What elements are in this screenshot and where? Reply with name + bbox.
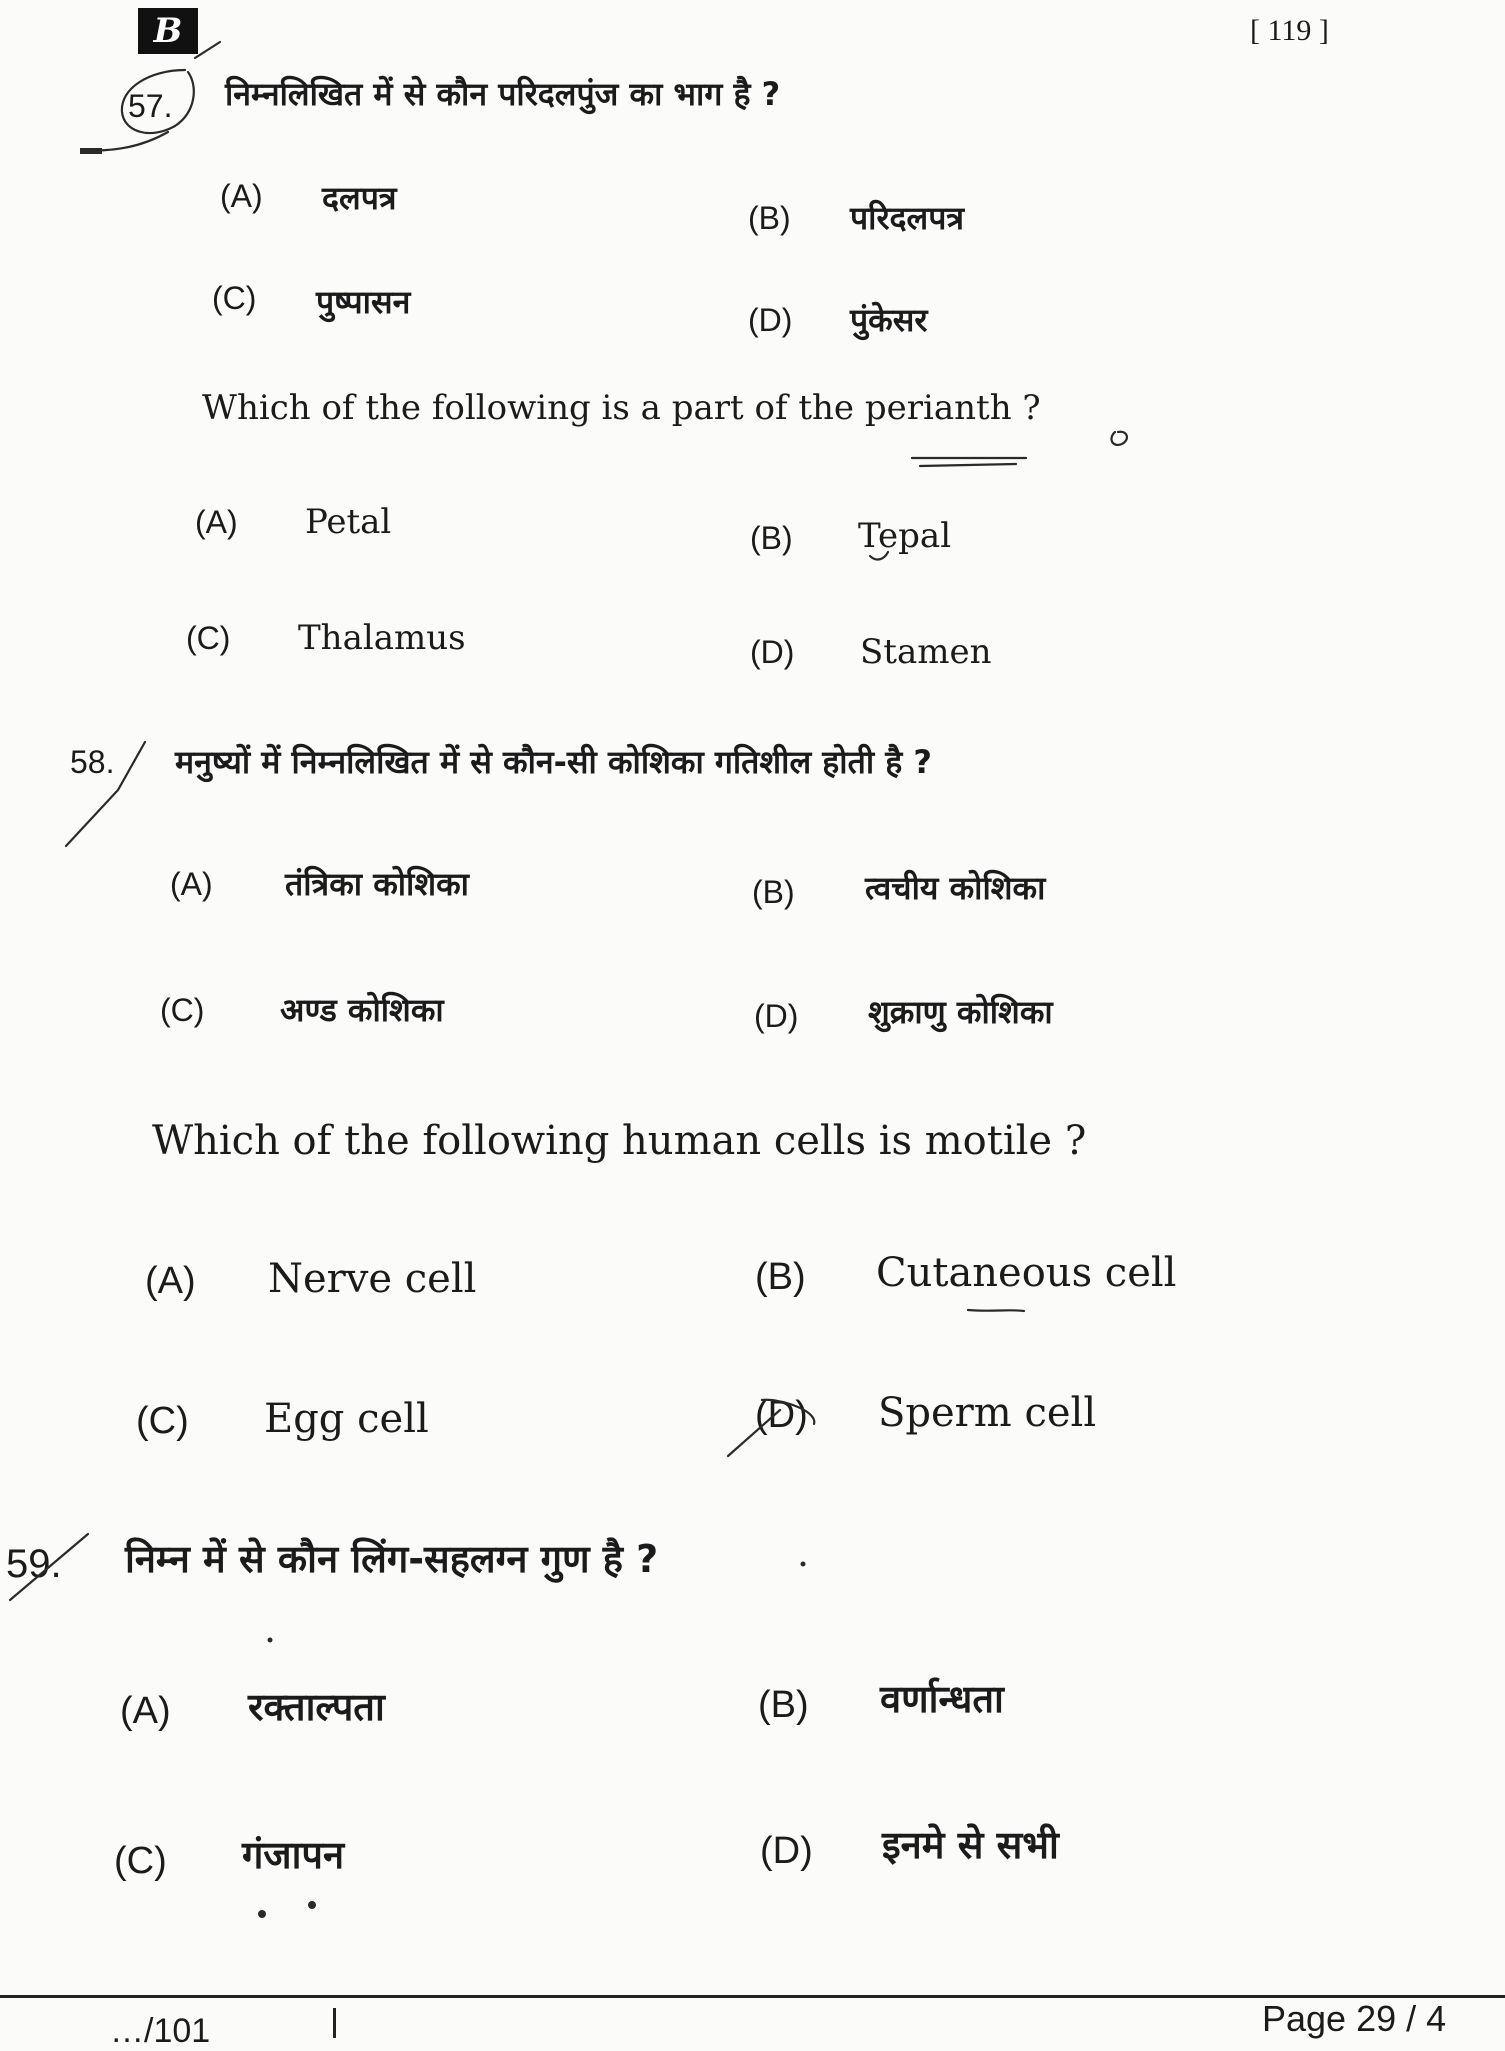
question-number: 59.: [6, 1542, 62, 1586]
pen-dot: [308, 1901, 316, 1909]
option-label: (D): [748, 302, 793, 338]
pen-dot: [801, 1562, 806, 1567]
option-text-hindi: पुष्पासन: [316, 283, 411, 321]
set-badge: B: [138, 8, 198, 54]
slash-mark-59: [10, 1534, 88, 1600]
option-text-english: Nerve cell: [268, 1256, 477, 1302]
circle-mark-57: [122, 70, 194, 133]
underline-cutaneous: [968, 1310, 1024, 1311]
option-label: (B): [758, 1684, 809, 1726]
option-text-hindi: अण्ड कोशिका: [280, 991, 444, 1029]
page-code: [ 119 ]: [1250, 14, 1329, 47]
option-label: (D): [755, 1394, 808, 1436]
tail-mark-57: [82, 132, 168, 150]
option-label: (C): [136, 1400, 189, 1442]
page-number: Page 29 / 4: [1262, 1998, 1447, 2039]
option-label: (D): [750, 634, 795, 670]
underline-perianth: [912, 458, 1026, 466]
option-text-english: Cutaneous cell: [876, 1250, 1177, 1296]
question-text-english: Which of the following is a part of the perianth ?: [202, 388, 1041, 428]
option-label: (A): [220, 178, 263, 214]
option-text-english: Sperm cell: [878, 1390, 1097, 1436]
question-number: 57.: [128, 88, 173, 124]
option-text-hindi: परिदलपत्र: [850, 199, 965, 237]
option-label: (A): [145, 1260, 196, 1302]
option-label: (A): [170, 866, 213, 902]
option-label: (D): [754, 998, 799, 1034]
option-label: (D): [760, 1830, 813, 1872]
option-text-hindi: रक्ताल्पता: [248, 1685, 385, 1729]
option-text-hindi: गंजापन: [242, 1833, 345, 1877]
option-text-hindi: वर्णान्धता: [880, 1677, 1004, 1721]
option-text-hindi: शुक्राणु कोशिका: [868, 993, 1053, 1031]
option-text-english: Stamen: [860, 632, 992, 672]
option-text-hindi: त्वचीय कोशिका: [865, 869, 1046, 907]
slash-mark-58: [66, 742, 145, 846]
option-label: (C): [212, 280, 257, 316]
question-number: 58.: [70, 744, 115, 780]
option-text-hindi: तंत्रिका कोशिका: [285, 865, 469, 903]
question-text-hindi: मनुष्यों में निम्नलिखित में से कौन-सी कोशिका गतिशील होती है ?: [175, 743, 932, 781]
option-text-english: Egg cell: [264, 1396, 429, 1442]
option-label: (B): [755, 1256, 806, 1298]
option-text-english: Tepal: [858, 516, 952, 556]
option-label: (B): [752, 874, 795, 910]
option-text-english: Petal: [305, 502, 392, 542]
option-label: (B): [750, 520, 793, 556]
option-text-hindi: पुंकेसर: [850, 301, 928, 339]
option-label: (C): [186, 620, 231, 656]
tick-mark-tepal: [870, 552, 888, 559]
option-text-hindi: इनमे से सभी: [882, 1823, 1059, 1867]
footer-code: …/101: [110, 2012, 211, 2050]
option-label: (C): [114, 1840, 167, 1882]
pen-dot: [258, 1910, 266, 1918]
slash-mark-57: [195, 42, 220, 58]
option-text-hindi: दलपत्र: [322, 179, 397, 217]
option-label: (B): [748, 200, 791, 236]
option-text-english: Thalamus: [298, 618, 466, 658]
question-text-hindi: निम्नलिखित में से कौन परिदलपुंज का भाग है ?: [225, 75, 781, 113]
option-label: (A): [195, 504, 238, 540]
question-text-english: Which of the following human cells is motile ?: [152, 1118, 1087, 1164]
option-label: (A): [120, 1690, 171, 1732]
option-label: (C): [160, 992, 205, 1028]
question-text-hindi: निम्न में से कौन लिंग-सहलग्न गुण है ?: [125, 1537, 659, 1581]
check-mark-sperm-cell: [728, 1400, 814, 1456]
pen-dot: [268, 1638, 273, 1643]
tick-mark-perianth: [1111, 432, 1126, 445]
dash-mark: [80, 148, 102, 154]
